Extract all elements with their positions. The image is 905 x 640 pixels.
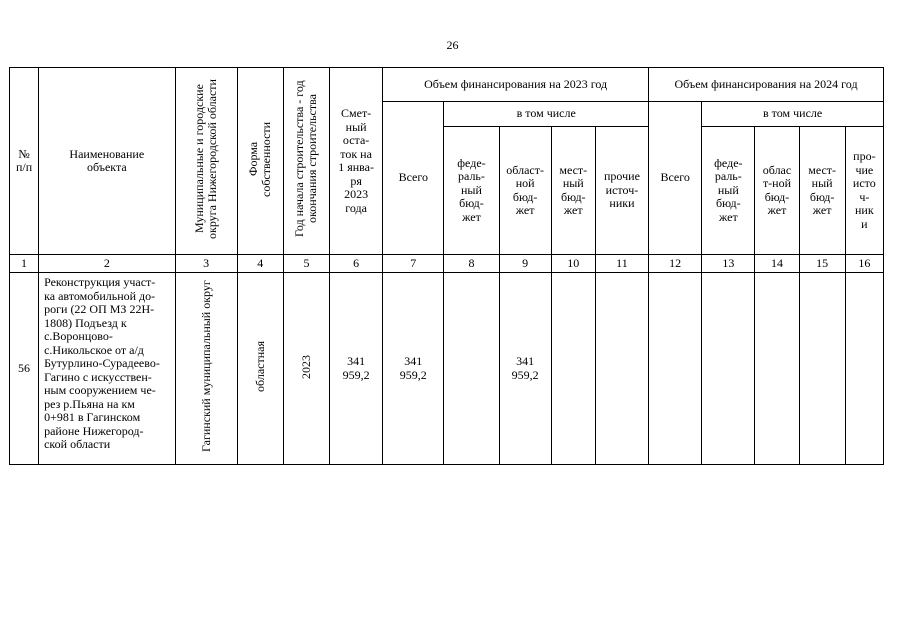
- col-num-14: 14: [755, 255, 799, 273]
- row-total-2023: 341 959,2: [383, 273, 444, 465]
- header-oth-2023: прочие источ- ники: [595, 127, 648, 255]
- row-fed-2023: [444, 273, 499, 465]
- row-reg-2024: [755, 273, 799, 465]
- header-incl-2024: в том числе: [702, 102, 884, 127]
- col-num-8: 8: [444, 255, 499, 273]
- col-num-15: 15: [799, 255, 845, 273]
- col-num-3: 3: [175, 255, 237, 273]
- financing-table: [9, 67, 884, 465]
- col-num-10: 10: [551, 255, 595, 273]
- col-num-12: 12: [649, 255, 702, 273]
- header-district: Муниципальные и городские округа Нижегородской области: [175, 68, 237, 255]
- col-num-1: 1: [10, 255, 39, 273]
- table-row: [10, 273, 884, 465]
- header-incl-2023: в том числе: [444, 102, 649, 127]
- page-number: 26: [446, 38, 459, 52]
- header-ownership: Форма собственности: [237, 68, 283, 255]
- header-loc-2024: мест- ный бюд- жет: [799, 127, 845, 255]
- header-years: Год начала строительства - год окончания строительства: [283, 68, 329, 255]
- row-district: Гагинский муниципальный округ: [175, 273, 237, 465]
- row-reg-2023: 341 959,2: [499, 273, 551, 465]
- header-reg-2023: област- ной бюд- жет: [499, 127, 551, 255]
- header-estimate: Смет- ный оста- ток на 1 янва- ря 2023 года: [330, 68, 383, 255]
- col-num-7: 7: [383, 255, 444, 273]
- row-estimate: 341 959,2: [330, 273, 383, 465]
- row-oth-2023: [595, 273, 648, 465]
- col-num-2: 2: [39, 255, 175, 273]
- row-loc-2023: [551, 273, 595, 465]
- header-num: № п/п: [10, 68, 39, 255]
- col-num-4: 4: [237, 255, 283, 273]
- header-oth-2024: про- чие исто ч- ник и: [845, 127, 883, 255]
- row-ownership: областная: [237, 273, 283, 465]
- header-fed-2023: феде- раль- ный бюд- жет: [444, 127, 499, 255]
- row-total-2024: [649, 273, 702, 465]
- row-fed-2024: [702, 273, 755, 465]
- col-num-11: 11: [595, 255, 648, 273]
- header-fin-2024: Объем финансирования на 2024 год: [649, 68, 884, 102]
- col-num-9: 9: [499, 255, 551, 273]
- row-oth-2024: [845, 273, 883, 465]
- col-num-13: 13: [702, 255, 755, 273]
- header-loc-2023: мест- ный бюд- жет: [551, 127, 595, 255]
- col-num-5: 5: [283, 255, 329, 273]
- row-num: 56: [10, 273, 39, 465]
- column-number-row: [10, 255, 884, 273]
- row-loc-2024: [799, 273, 845, 465]
- header-name: Наименование объекта: [39, 68, 175, 255]
- header-total-2024: Всего: [649, 102, 702, 255]
- row-object-name: Реконструкция участ- ка автомобильной до- роги (22 ОП МЗ 22Н- 1808) Подъезд к с.Воронцово- с.Никольское от а/д Бутурлино-Сурадеево- Гагино с искусствен- ным сооружением че- рез р.Пьяна на км 0+981 в Гагинском районе Нижегород- ской области: [39, 273, 175, 465]
- col-num-16: 16: [845, 255, 883, 273]
- header-total-2023: Всего: [383, 102, 444, 255]
- col-num-6: 6: [330, 255, 383, 273]
- header-fed-2024: феде- раль- ный бюд- жет: [702, 127, 755, 255]
- header-reg-2024: облас т-ной бюд- жет: [755, 127, 799, 255]
- row-years: 2023: [283, 273, 329, 465]
- header-fin-2023: Объем финансирования на 2023 год: [383, 68, 649, 102]
